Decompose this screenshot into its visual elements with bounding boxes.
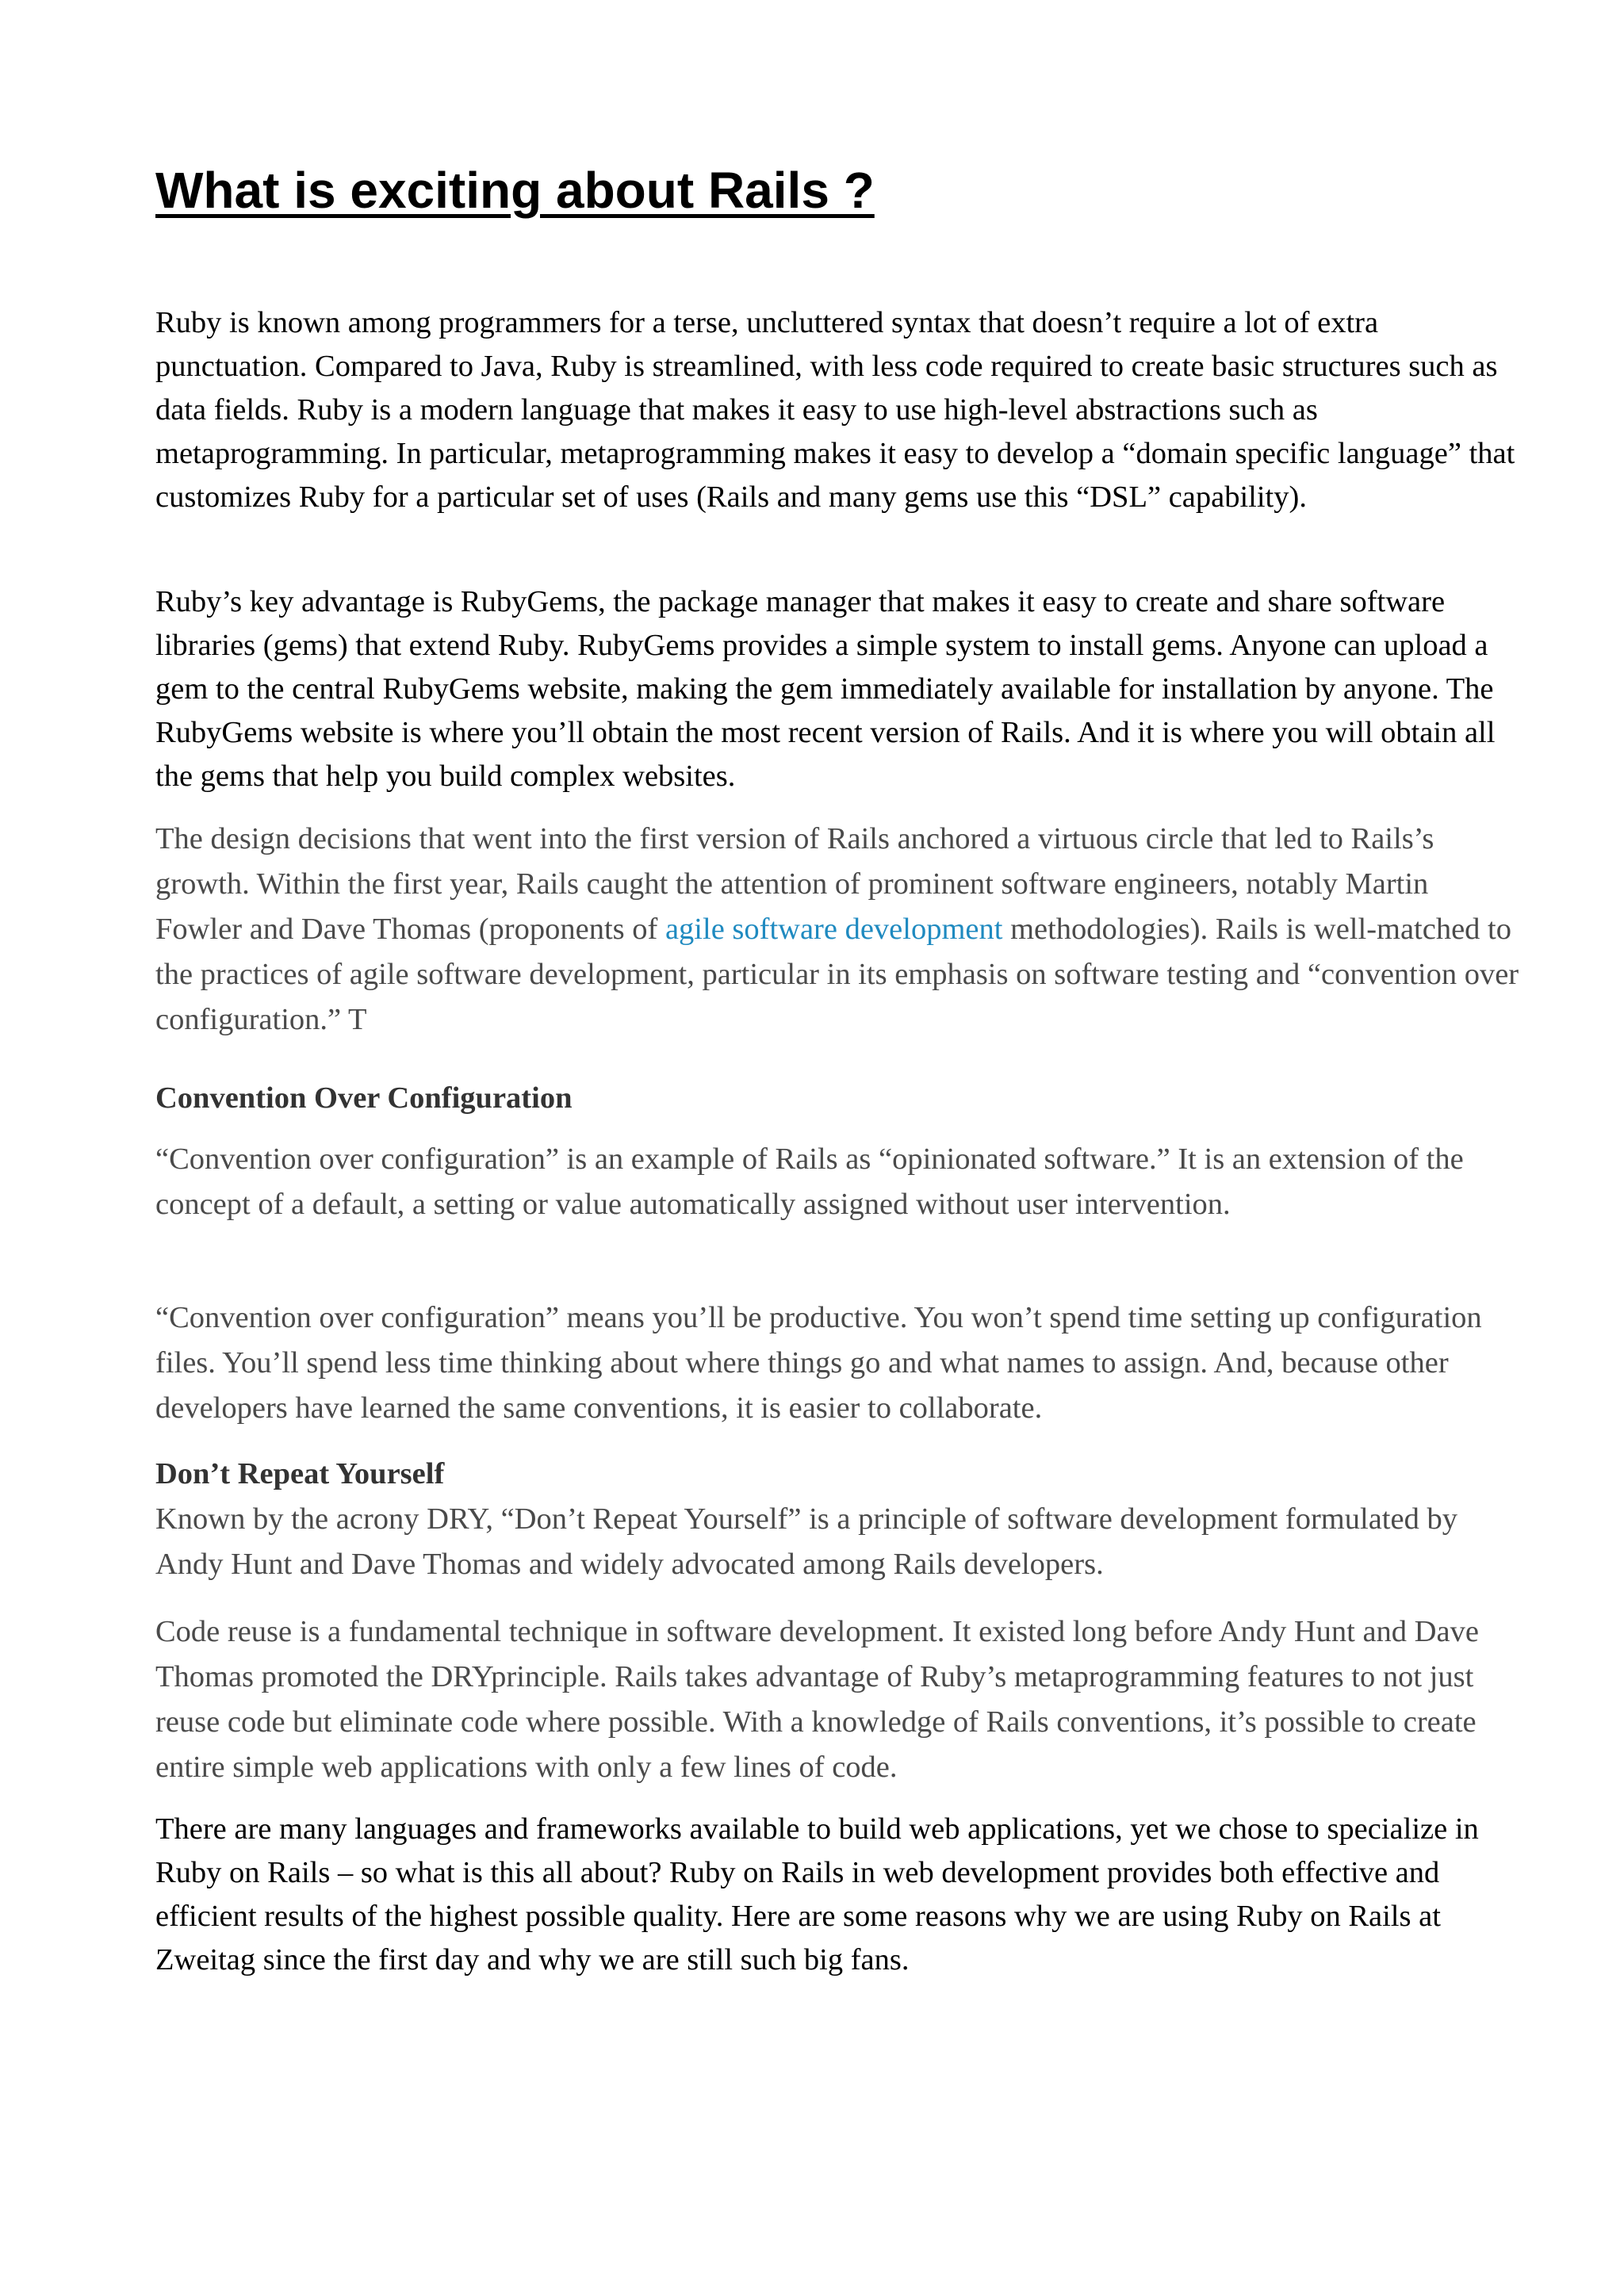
- page-title: What is exciting about Rails ?: [155, 162, 875, 219]
- paragraph-ruby-syntax: Ruby is known among programmers for a terse, uncluttered syntax that doesn’t require a lot of extra punctuation. Compared to Java, Ruby is streamlined, with less code required to create basic structures such as data fields. Ruby is a modern language that makes it easy to use high-level abstractions such as metaprogramming. In particular, metaprogramming makes it easy to develop a “domain specific language” that customizes Ruby for a particular set of uses (Rails and many gems use this “DSL” capability).: [155, 306, 1515, 514]
- paragraph-dry-principle: Known by the acrony DRY, “Don’t Repeat Yourself” is a principle of software development formulated by Andy Hunt and Dave Thomas and widely advocated among Rails developers.: [155, 1502, 1457, 1581]
- paragraph-opinionated-software: “Convention over configuration” is an example of Rails as “opinionated software.” It is an extension of the concept of a default, a setting or value automatically assigned without user intervention.: [155, 1142, 1464, 1221]
- paragraph-text: methodologies). Rails is well-matched to the practices of agile software development, particular in its emphasis on software testing and “convention over configuration.” T: [155, 913, 1519, 1036]
- paragraph-rubygems: Ruby’s key advantage is RubyGems, the package manager that makes it easy to create and share software libraries (gems) that extend Ruby. RubyGems provides a simple system to install gems. Anyone can upload a gem to the central RubyGems website, making the gem immediately available for installation by anyone. The RubyGems website is where you’ll obtain the most recent version of Rails. And it is where you will obtain all the gems that help you build complex websites.: [155, 585, 1496, 793]
- paragraph-text: The design decisions that went into the first version of Rails anchored a virtuous circle that led to Rails’s growth. Within the first year, Rails caught the attention of prominent software engineers, notably Martin Fowler and Dave Thomas (proponents of: [155, 822, 1434, 946]
- paragraph-zweitag: There are many languages and frameworks available to build web applications, yet we chose to specialize in Ruby on Rails – so what is this all about? Ruby on Rails in web development provides both effective and efficient results of the highest possible quality. Here are some reasons why we are using Ruby on Rails at Zweitag since the first day and why we are still such big fans.: [155, 1812, 1479, 1976]
- heading-convention-over-configuration: Convention Over Configuration: [155, 1081, 573, 1115]
- paragraph-design-decisions: [155, 817, 1519, 1043]
- paragraph-code-reuse: Code reuse is a fundamental technique in software development. It existed long before Andy Hunt and Dave Thomas promoted the DRYprinciple. Rails takes advantage of Ruby’s metaprogramming features to not just reuse code but eliminate code where possible. With a knowledge of Rails conventions, it’s possible to create entire simple web applications with only a few lines of code.: [155, 1615, 1479, 1784]
- heading-dont-repeat-yourself: Don’t Repeat Yourself: [155, 1457, 445, 1490]
- paragraph-productive: “Convention over configuration” means you’ll be productive. You won’t spend time setting up configuration files. You’ll spend less time thinking about where things go and what names to assign. And, because other developers have learned the same conventions, it is easier to collaborate.: [155, 1301, 1482, 1425]
- agile-software-development-link[interactable]: agile software development: [665, 913, 1003, 946]
